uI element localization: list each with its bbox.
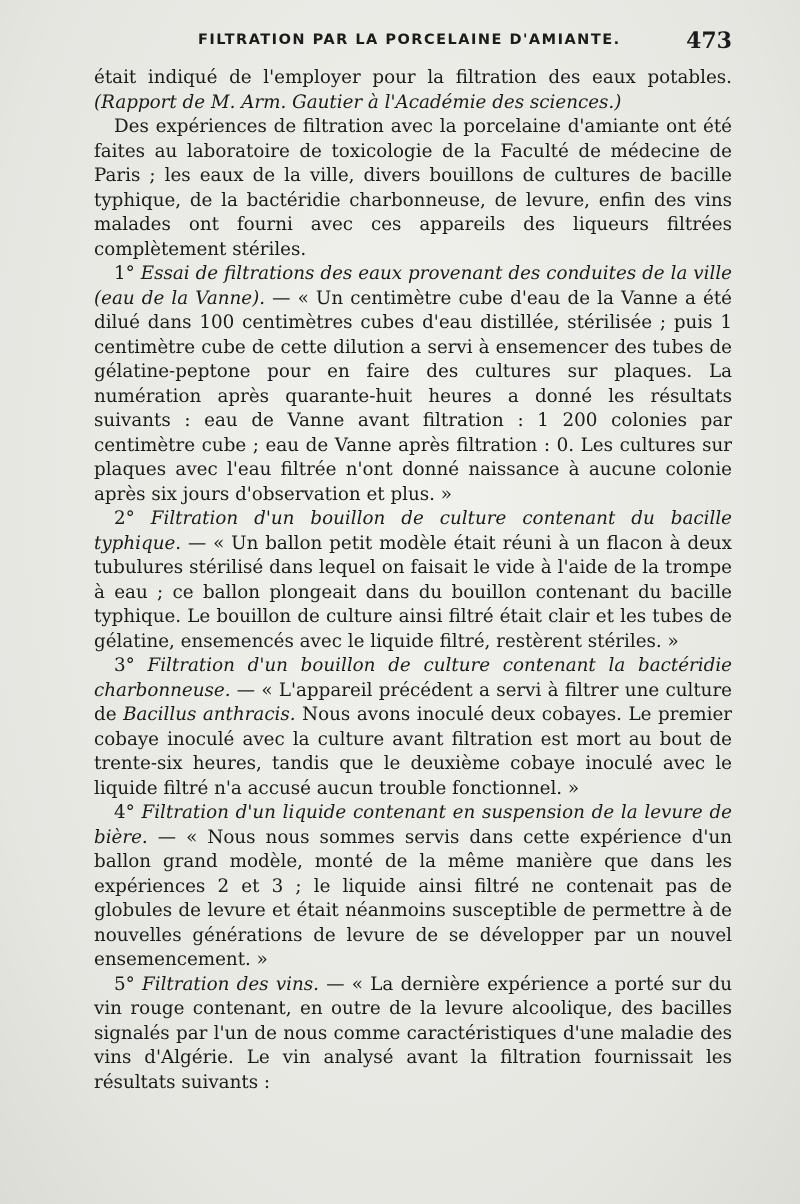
text-run: — « L'appareil précédent a servi à filtrer une culture de (94, 679, 732, 725)
text-run-italic: Filtration d'un liquide contenant en suspension de la levure de bière. (94, 802, 732, 848)
paragraph (94, 66, 732, 115)
text-run: 5° (114, 973, 143, 995)
page-header (94, 28, 732, 58)
page-number: 473 (686, 28, 732, 54)
running-title: FILTRATION PAR LA PORCELAINE D'AMIANTE. (198, 32, 621, 48)
text-run: 2° (114, 508, 151, 529)
text-run: 3° (114, 655, 148, 676)
paragraph (94, 507, 732, 654)
text-run: — « La dernière expérience a porté sur du vin rouge contenant, en outre de la levure alcoolique, des bacilles signalés par l'un de nous comme caractéristiques d'une maladie des vins d'Algérie. Le vin analysé avant la filtration fournissait les résultats suivants : (94, 973, 732, 1093)
text-run-italic: Essai de filtrations des eaux provenant des conduites de la ville (eau de la Vanne). (94, 263, 732, 309)
paragraph (94, 115, 732, 262)
text-run: 1° (114, 263, 141, 284)
text-run: Nous avons inoculé deux cobayes. Le premier cobaye inoculé avec la culture avant filtration est mort au bout de trente-six heures, tandis que le deuxième cobaye inoculé avec le liquide filtré n'a accusé aucun trouble fonctionnel. » (94, 704, 733, 799)
text-run: était indiqué de l'employer pour la filtration des eaux potables. (94, 67, 732, 88)
text-run-italic: Filtration d'un bouillon de culture contenant la bactéridie charbonneuse. (94, 655, 732, 701)
text-run: Des expériences de filtration avec la porcelaine d'amiante ont été faites au laboratoire de toxicologie de la Faculté de médecine de Paris ; les eaux de la ville, divers bouillons de cultures de bacille typhique, de la bactéridie charbonneuse, de levure, enfin des vins malades ont fourni avec ces appareils des liqueurs filtrées complètement stériles. (94, 116, 732, 260)
text-run: — « Un centimètre cube d'eau de la Vanne a été dilué dans 100 centimètres cubes d'eau distillée, stérilisée ; puis 1 centimètre cube de cette dilution a servi à ensemencer des tubes de gélatine-peptone pour en faire des cultures sur plaques. La numération après quarante-huit heures a donné les résultats suivants : eau de Vanne avant filtration : 1 200 colonies par centimètre cube ; eau de Vanne après filtration : 0. Les cultures sur plaques avec l'eau filtrée n'ont donné naissance à aucune colonie après six jours d'observation et plus. » (94, 287, 732, 505)
paragraph (94, 262, 732, 507)
text-run: — « Nous nous sommes servis dans cette expérience d'un ballon grand modèle, monté de la même manière que dans les expériences 2 et 3 ; le liquide ainsi filtré ne contenait pas de globules de levure et était néanmoins susceptible de permettre à de nouvelles générations de levure de se développer par un nouvel ensemencement. » (94, 826, 732, 970)
text-run: 4° (114, 802, 142, 823)
text-run-italic: Filtration des vins. (142, 973, 319, 995)
paragraph (94, 801, 732, 973)
paragraph (94, 973, 732, 1096)
text-run-italic: Filtration d'un bouillon de culture contenant du bacille typhique. (94, 508, 732, 554)
body-text (94, 66, 732, 1095)
text-run: — « Un ballon petit modèle était réuni à un flacon à deux tubulures stérilisé dans lequel on faisait le vide à l'aide de la trompe à eau ; ce ballon plongeait dans du bouillon contenant du bacille typhique. Le bouillon de culture ainsi filtré était clair et les tubes de gélatine, ensemencés avec le liquide filtré, restèrent stériles. » (94, 532, 732, 652)
text-run-italic: (Rapport de M. Arm. Gautier à l'Académie des sciences.) (94, 91, 622, 113)
paragraph (94, 654, 732, 801)
text-run-italic: Bacillus anthracis. (123, 704, 296, 725)
